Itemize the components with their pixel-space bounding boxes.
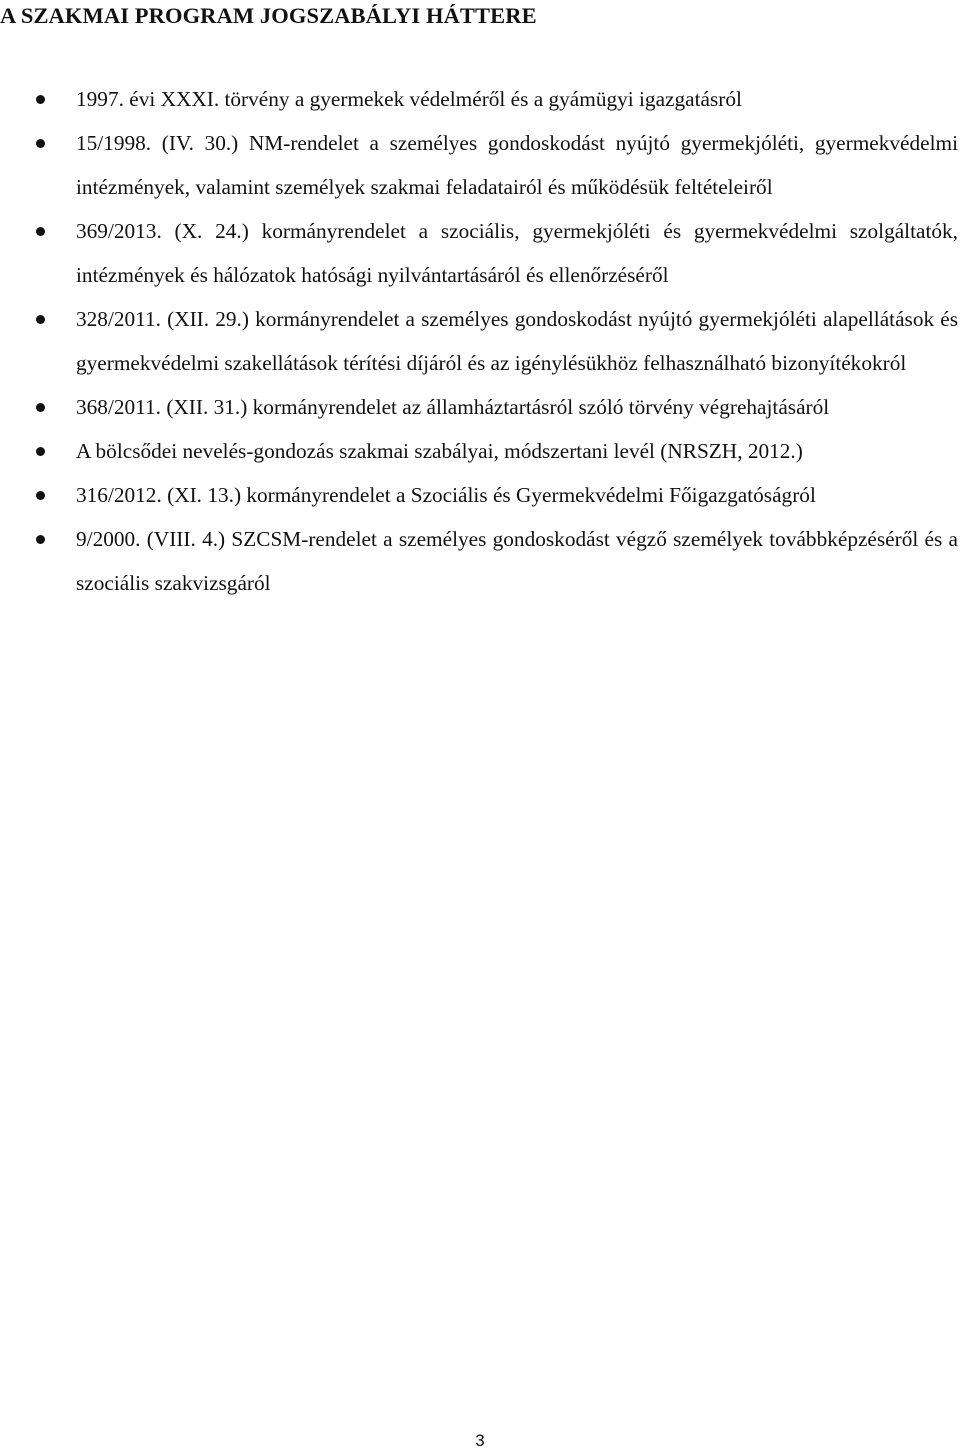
list-item-text: 9/2000. (VIII. 4.) SZCSM-rendelet a személyes gondoskodást végző személyek továbbképzéséről és a szociális szakvizsgáról bbox=[76, 527, 958, 595]
bullet-icon bbox=[36, 491, 45, 500]
list-item bbox=[0, 517, 960, 605]
list-item bbox=[0, 209, 960, 297]
list-item bbox=[0, 297, 960, 385]
page-heading: A SZAKMAI PROGRAM JOGSZABÁLYI HÁTTERE bbox=[0, 3, 537, 28]
list-item-text: 1997. évi XXXI. törvény a gyermekek védelméről és a gyámügyi igazgatásról bbox=[76, 87, 742, 111]
list-item bbox=[0, 77, 960, 121]
list-item-text: A bölcsődei nevelés-gondozás szakmai szabályai, módszertani levél (NRSZH, 2012.) bbox=[76, 439, 803, 463]
legislation-list bbox=[0, 77, 960, 605]
bullet-icon bbox=[36, 535, 45, 544]
bullet-icon bbox=[36, 447, 45, 456]
list-item-text: 15/1998. (IV. 30.) NM-rendelet a személyes gondoskodást nyújtó gyermekjóléti, gyermekvédelmi intézmények, valamint személyek szakmai feladatairól és működésük feltételeiről bbox=[76, 131, 958, 199]
page-number: 3 bbox=[475, 1431, 485, 1450]
list-item-text: 328/2011. (XII. 29.) kormányrendelet a személyes gondoskodást nyújtó gyermekjóléti alapellátások és gyermekvédelmi szakellátások térítési díjáról és az igénylésükhöz felhasználható bizonyítékokról bbox=[76, 307, 958, 375]
bullet-icon bbox=[36, 227, 45, 236]
bullet-icon bbox=[36, 139, 45, 148]
list-item bbox=[0, 429, 960, 473]
bullet-icon bbox=[36, 403, 45, 412]
list-item-text: 368/2011. (XII. 31.) kormányrendelet az államháztartásról szóló törvény végrehajtásáról bbox=[76, 395, 830, 419]
list-item bbox=[0, 121, 960, 209]
list-item bbox=[0, 473, 960, 517]
list-item-text: 316/2012. (XI. 13.) kormányrendelet a Szociális és Gyermekvédelmi Főigazgatóságról bbox=[76, 483, 816, 507]
bullet-icon bbox=[36, 315, 45, 324]
list-item bbox=[0, 385, 960, 429]
bullet-icon bbox=[36, 95, 45, 104]
list-item-text: 369/2013. (X. 24.) kormányrendelet a szociális, gyermekjóléti és gyermekvédelmi szolgáltatók, intézmények és hálózatok hatósági nyilvántartásáról és ellenőrzéséről bbox=[76, 219, 958, 287]
